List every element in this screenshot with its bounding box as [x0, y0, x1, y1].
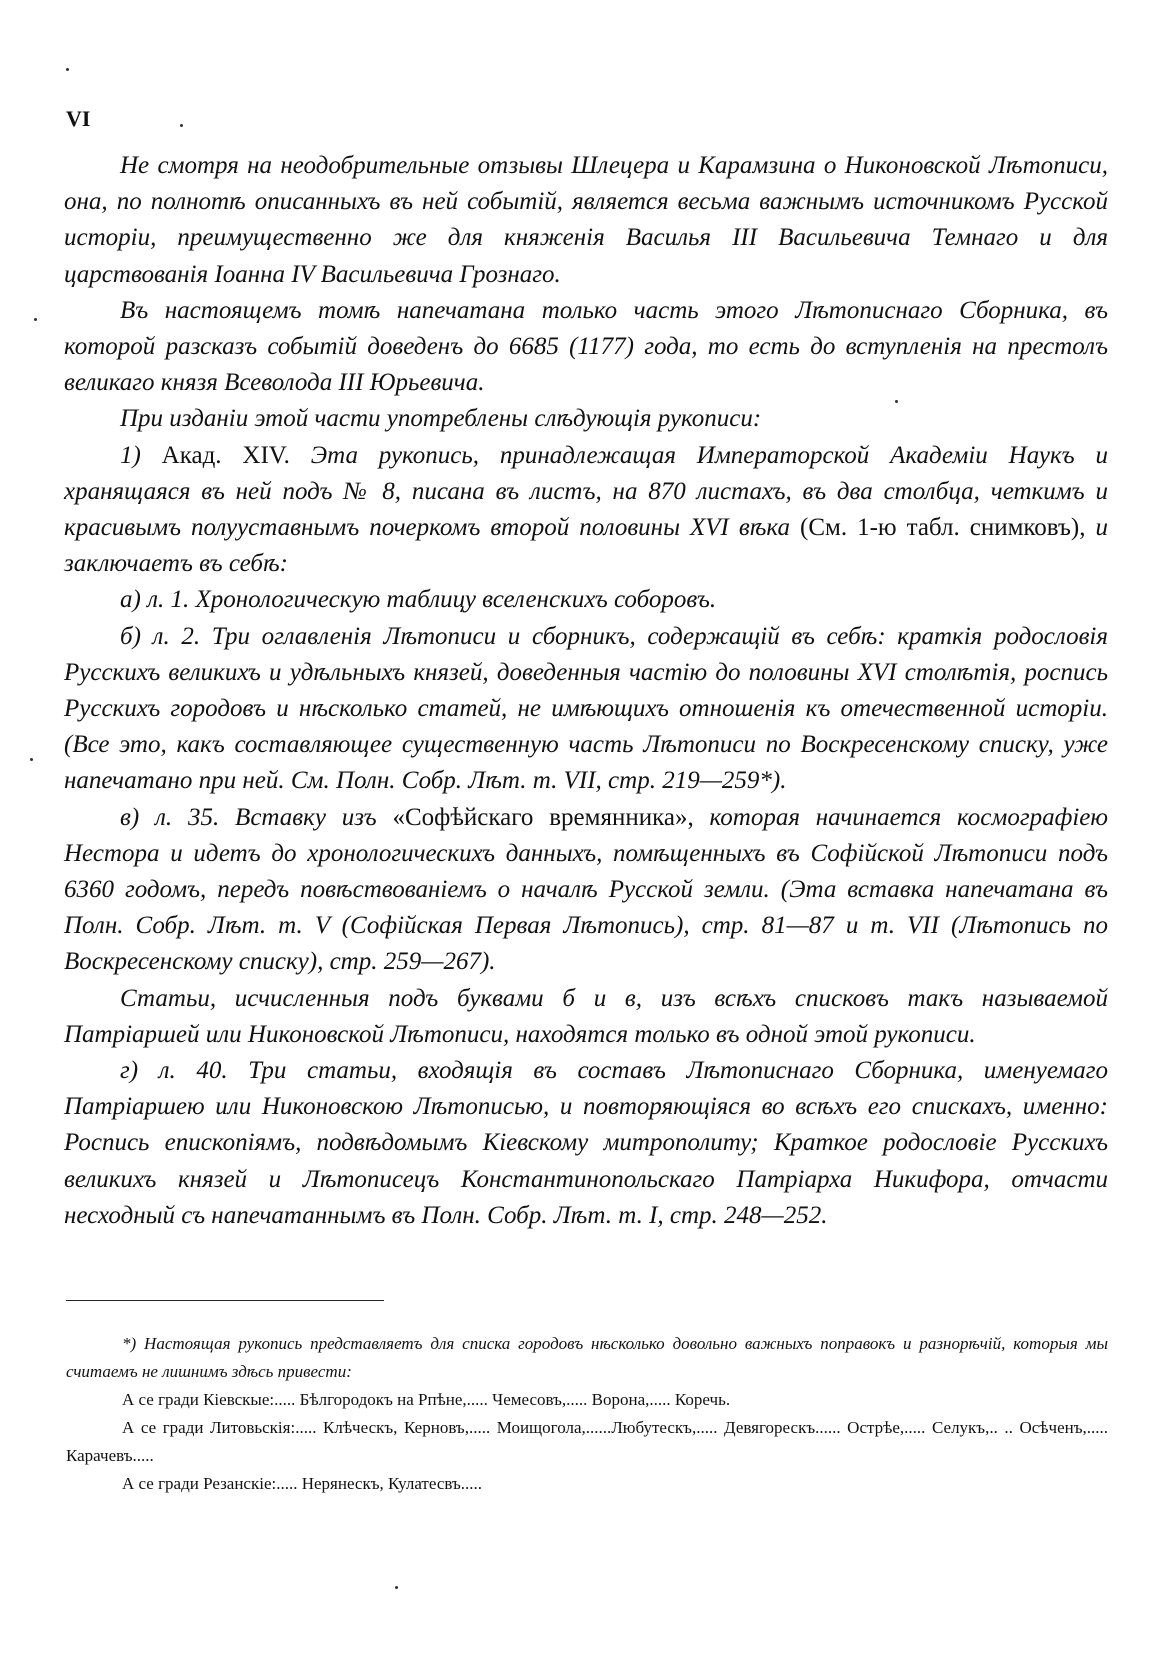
text-run: б) л. 2. Три оглавленія Лѣтописи и сборникъ, содержащій въ себѣ: краткія родословія Русскихъ великихъ и удѣльныхъ князей, доведенныя частію до половины XVI столѣтія, роспись Русскихъ городовъ и нѣсколько статей, не имѣющихъ отношенія къ отечественной исторіи. (Все это, какъ составляющее существенную часть Лѣтописи по Воскресенскому списку, уже напечатано при ней. См. Полн. Собр. Лѣт. т. VII, стр. 219—259*).: [64, 622, 1108, 795]
text-run: в) л. 35. Вставку изъ: [120, 803, 393, 831]
paragraph: [64, 619, 1108, 800]
text-run: Въ настоящемъ томѣ напечатана только часть этого Лѣтописнаго Сборника, въ которой разсказъ событій доведенъ до 6685 (1177) года, то есть до вступленія на престолъ великаго князя Всеволода III Юрьевича.: [64, 296, 1108, 397]
paragraph: [64, 1053, 1108, 1234]
paragraph: [64, 800, 1108, 981]
scan-speck: [895, 400, 898, 403]
footnote-line: А се гради Литовьскія:..... Клѣческъ, Керновъ,..... Моищогола,......Любутескъ,..... Девягорескъ...... Острѣе,..... Селукъ,.. .. Осѣченъ,..... Карачевъ.....: [66, 1418, 1108, 1465]
scan-speck: [34, 318, 37, 321]
text-run-upright: Акад. XIV.: [161, 441, 290, 469]
text-run: При изданіи этой части употреблены слѣдующія рукописи:: [120, 405, 762, 433]
scan-speck: [395, 1586, 398, 1589]
scan-speck: [66, 68, 69, 71]
text-run: и заключаетъ въ себѣ:: [64, 514, 1108, 578]
paragraph: [64, 293, 1108, 402]
paragraph: [64, 148, 1108, 293]
text-run: Не смотря на неодобрительные отзывы Шлецера и Карамзина о Никоновской Лѣтописи, она, по полнотѣ описанныхъ въ ней событій, является весьма важнымъ источникомъ Русской исторіи, преимущественно же для княженія Василья III Васильевича Темнаго и для царствованія Іоанна IV Васильевича Грознаго.: [64, 152, 1108, 288]
text-run: Эта рукопись, принадлежащая Императорской Академіи Наукъ и хранящаяся въ ней подъ № 8, писана въ листъ, на 870 листахъ, въ два столбца, четкимъ и красивымъ полууставнымъ почеркомъ второй половины XVI вѣка: [64, 441, 1108, 542]
footnote-line: А се гради Кіевскые:..... Бѣлгородокъ на Рпѣне,..... Чемесовъ,..... Ворона,..... Коречь.: [122, 1390, 731, 1409]
footnote-note: *) Настоящая рукопись представляетъ для списка городовъ нѣсколько довольно важныхъ поправокъ и разнорѣчій, которыя мы считаемъ не лишнимъ здѣсь привести:: [66, 1334, 1108, 1381]
scan-speck: [180, 124, 183, 127]
text-run: 1): [120, 441, 162, 469]
paragraph: [64, 582, 1108, 618]
paragraph: [64, 438, 1108, 583]
text-run-upright: «Софѣйскаго времянника»,: [392, 803, 694, 831]
paragraph: [64, 401, 1108, 437]
footnote-line: А се гради Резанскіе:..... Нерянескъ, Кулатесвъ.....: [122, 1474, 483, 1493]
text-run: г) л. 40. Три статьи, входящія въ составъ Лѣтописнаго Сборника, именуемаго Патріаршею или Никоновскою Лѣтописью, и повторяющіяся во всѣхъ его спискахъ, именно: Роспись епископіямъ, подвѣдомымъ Кіевскому митрополиту; Краткое родословіе Русскихъ великихъ князей и Лѣтописецъ Константинопольскаго Патріарха Никифора, отчасти несходный съ напечатаннымъ въ Полн. Собр. Лѣт. т. I, стр. 248—252.: [64, 1057, 1108, 1229]
paragraph: [64, 981, 1108, 1053]
text-run-upright: (См. 1-ю табл. снимковъ),: [800, 514, 1086, 542]
scan-speck: [30, 758, 33, 761]
text-run: которая начинается космографіею Нестора и идетъ до хронологическихъ данныхъ, помѣщенныхъ въ Софійской Лѣтописи подъ 6360 годомъ, передъ повѣствованіемъ о началѣ Русской земли. (Эта вставка напечатана въ Полн. Собр. Лѣт. т. V (Софійская Первая Лѣтопись), стр. 81—87 и т. VII (Лѣтопись по Воскресенскому списку), стр. 259—267).: [64, 803, 1108, 976]
footnote: [66, 1330, 1108, 1498]
text-run: Статьи, исчисленныя подъ буквами б и в, изъ всѣхъ списковъ такъ называемой Патріаршей или Никоновской Лѣтописи, находятся только въ одной этой рукописи.: [64, 984, 1108, 1048]
footnote-divider: [66, 1300, 384, 1301]
text-run: а) л. 1. Хронологическую таблицу вселенскихъ соборовъ.: [120, 586, 717, 614]
main-text: [64, 148, 1108, 1234]
page-number: VI: [66, 106, 91, 131]
